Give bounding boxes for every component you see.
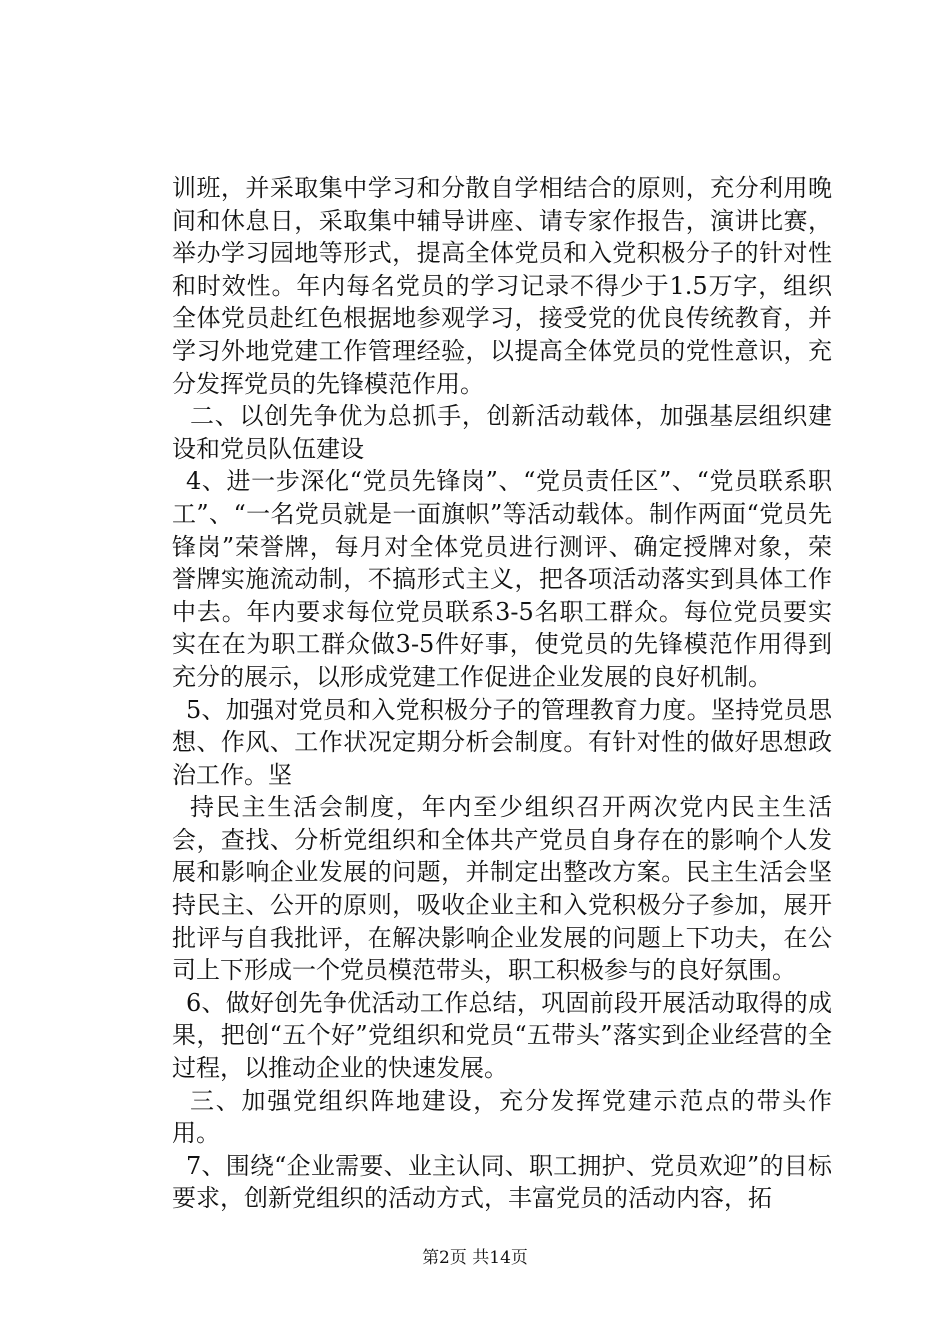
paragraph-item-5: 5、加强对党员和入党积极分子的管理教育力度。坚持党员思想、作风、工作状况定期分析会制度。有针对性的做好思想政治工作。坚 xyxy=(172,695,832,789)
paragraph-item-6: 6、做好创先争优活动工作总结，巩固前段开展活动取得的成果，把创“五个好”党组织和党员“五带头”落实到企业经营的全过程，以推动企业的快速发展。 xyxy=(172,988,832,1083)
section-heading-2: 二、以创先争优为总抓手，创新活动载体，加强基层组织建设和党员队伍建设 xyxy=(172,402,832,463)
page-footer: 第2页 共14页 xyxy=(422,1248,528,1268)
paragraph-item-5-continued: 持民主生活会制度，年内至少组织召开两次党内民主生活会，查找、分析党组织和全体共产党员自身存在的影响个人发展和影响企业发展的问题，并制定出整改方案。民主生活会坚持民主、公开的原则，吸收企业主和入党积极分子参加，展开批评与自我批评，在解决影响企业发展的问题上下功夫，在公司上下形成一个党员模范带头，职工积极参与的良好氛围。 xyxy=(172,793,832,985)
document-body xyxy=(172,172,832,1215)
section-heading-3: 三、加强党组织阵地建设，充分发挥党建示范点的带头作用。 xyxy=(172,1086,832,1148)
paragraph-1: 训班，并采取集中学习和分散自学相结合的原则，充分利用晚间和休息日，采取集中辅导讲座、请专家作报告，演讲比赛，举办学习园地等形式，提高全体党员和入党积极分子的针对性和时效性。年内每名党员的学习记录不得少于1.5万字，组织全体党员赴红色根据地参观学习，接受党的优良传统教育，并学习外地党建工作管理经验，以提高全体党员的党性意识，充分发挥党员的先锋模范作用。 xyxy=(172,174,832,398)
paragraph-item-7: 7、围绕“企业需要、业主认同、职工拥护、党员欢迎”的目标要求，创新党组织的活动方式，丰富党员的活动内容，拓 xyxy=(172,1151,832,1213)
paragraph-item-4: 4、进一步深化“党员先锋岗”、“党员责任区”、“党员联系职工”、“一名党员就是一面旗帜”等活动载体。制作两面“党员先锋岗”荣誉牌，每月对全体党员进行测评、确定授牌对象，荣誉牌实施流动制，不搞形式主义，把各项活动落实到具体工作中去。年内要求每位党员联系3-5名职工群众。每位党员要实实在在为职工群众做3-5件好事，使党员的先锋模范作用得到充分的展示，以形成党建工作促进企业发展的良好机制。 xyxy=(172,467,832,691)
